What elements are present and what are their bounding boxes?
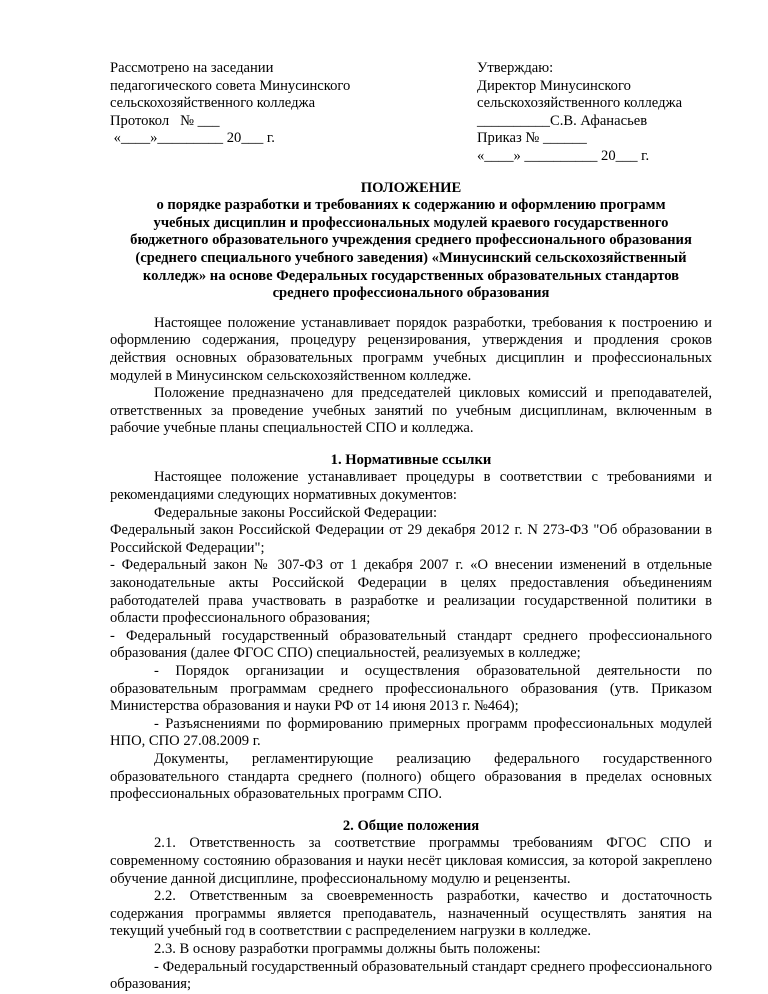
body-paragraph: Документы, регламентирующие реализацию федерального государственного образовательного стандарта среднего (полного) общего образования в пределах основных профессиональных образовательных программ СПО.	[110, 750, 712, 803]
title-line: учебных дисциплин и профессиональных модулей краевого государственного	[153, 214, 669, 231]
section-heading: 2. Общие положения	[342, 817, 480, 834]
approval-block	[110, 60, 712, 166]
review-line: сельскохозяйственного колледжа	[110, 95, 316, 112]
body-paragraph: - Порядок организации и осуществления образовательной деятельности по образовательным программам среднего профессионального образования (утв. Приказом Министерства образования и науки РФ от 14 июня 2013 г. №464);	[110, 663, 712, 715]
title-line: бюджетного образовательного учреждения среднего профессионального образования	[130, 232, 692, 249]
body-paragraph: - Разъяснениями по формированию примерных программ профессиональных модулей НПО, СПО 27.08.2009 г.	[110, 715, 712, 750]
body-paragraph: Федеральный закон Российской Федерации от 29 декабря 2012 г. N 273-ФЗ "Об образовании в Российской Федерации";	[110, 522, 712, 556]
body-paragraph: 2.1. Ответственность за соответствие программы требованиям ФГОС СПО и современному состоянию образования и науки несёт цикловая комиссия, за которой закреплено обучение данной дисциплине, профессиональному модулю и рецензенты.	[110, 835, 712, 887]
body-paragraph: Федеральные законы Российской Федерации:	[154, 504, 437, 521]
title-line: колледж» на основе Федеральных государственных образовательных стандартов	[142, 267, 680, 284]
review-line: Протокол № ___	[110, 112, 220, 129]
title-line: о порядке разработки и требованиях к содержанию и оформлению программ	[156, 197, 666, 214]
title-line: (среднего специального учебного заведения) «Минусинский сельскохозяйственный	[135, 249, 687, 266]
body-paragraph: 2.2. Ответственным за своевременность разработки, качество и достаточность содержания программы является преподаватель, назначенный осуществлять занятия на текущий учебный год в соответствии с распределением нагрузки в колледже.	[110, 888, 712, 940]
review-note	[110, 60, 410, 166]
body-paragraph: - Федеральный закон № 307-ФЗ от 1 декабря 2007 г. «О внесении изменений в отдельные законодательные акты Российской Федерации в целях предоставления объединениям работодателей права участвовать в разработке и реализации государственной политики в области профессионального образования;	[110, 557, 712, 627]
body-paragraph: - Федеральный государственный образовательный стандарт среднего профессионального образования (далее ФГОС СПО) специальностей, реализуемых в колледже;	[110, 627, 712, 662]
approval-line: __________С.В. Афанасьев	[477, 112, 648, 129]
approval-line: «____» __________ 20___ г.	[477, 147, 650, 164]
approval-note	[477, 60, 712, 166]
approval-line: Приказ № ______	[477, 130, 587, 147]
review-line: Рассмотрено на заседании	[110, 60, 274, 76]
intro-paragraph: Настоящее положение устанавливает порядок разработки, требования к построению и оформлению содержания, процедуру рецензирования, утверждения и продления сроков действия основных образовательных программ учебных дисциплин и профессиональных модулей в Минусинском сельскохозяйственном колледже.	[110, 314, 712, 384]
review-line: педагогического совета Минусинского	[110, 77, 351, 94]
review-line: «____»_________ 20___ г.	[110, 130, 275, 147]
document-title	[110, 180, 712, 303]
title-heading: ПОЛОЖЕНИЕ	[360, 179, 462, 196]
section-heading: 1. Нормативные ссылки	[330, 451, 492, 468]
body-paragraph: 2.3. В основу разработки программы должны быть положены:	[154, 940, 541, 957]
approval-line: Утверждаю:	[477, 60, 554, 76]
title-line: среднего профессионального образования	[272, 285, 550, 302]
body-paragraph: Настоящее положение устанавливает процедуры в соответствии с требованиями и рекомендациями следующих нормативных документов:	[110, 469, 712, 504]
body-paragraph: - Федеральный государственный образовательный стандарт среднего профессионального образования;	[110, 958, 712, 993]
intro-paragraph: Положение предназначено для председателей цикловых комиссий и преподавателей, ответственных за проведение учебных занятий по учебным дисциплинам, включенным в рабочие учебные планы специальностей СПО и колледжа.	[110, 385, 712, 437]
approval-line: сельскохозяйственного колледжа	[477, 95, 683, 112]
approval-line: Директор Минусинского	[477, 77, 631, 94]
